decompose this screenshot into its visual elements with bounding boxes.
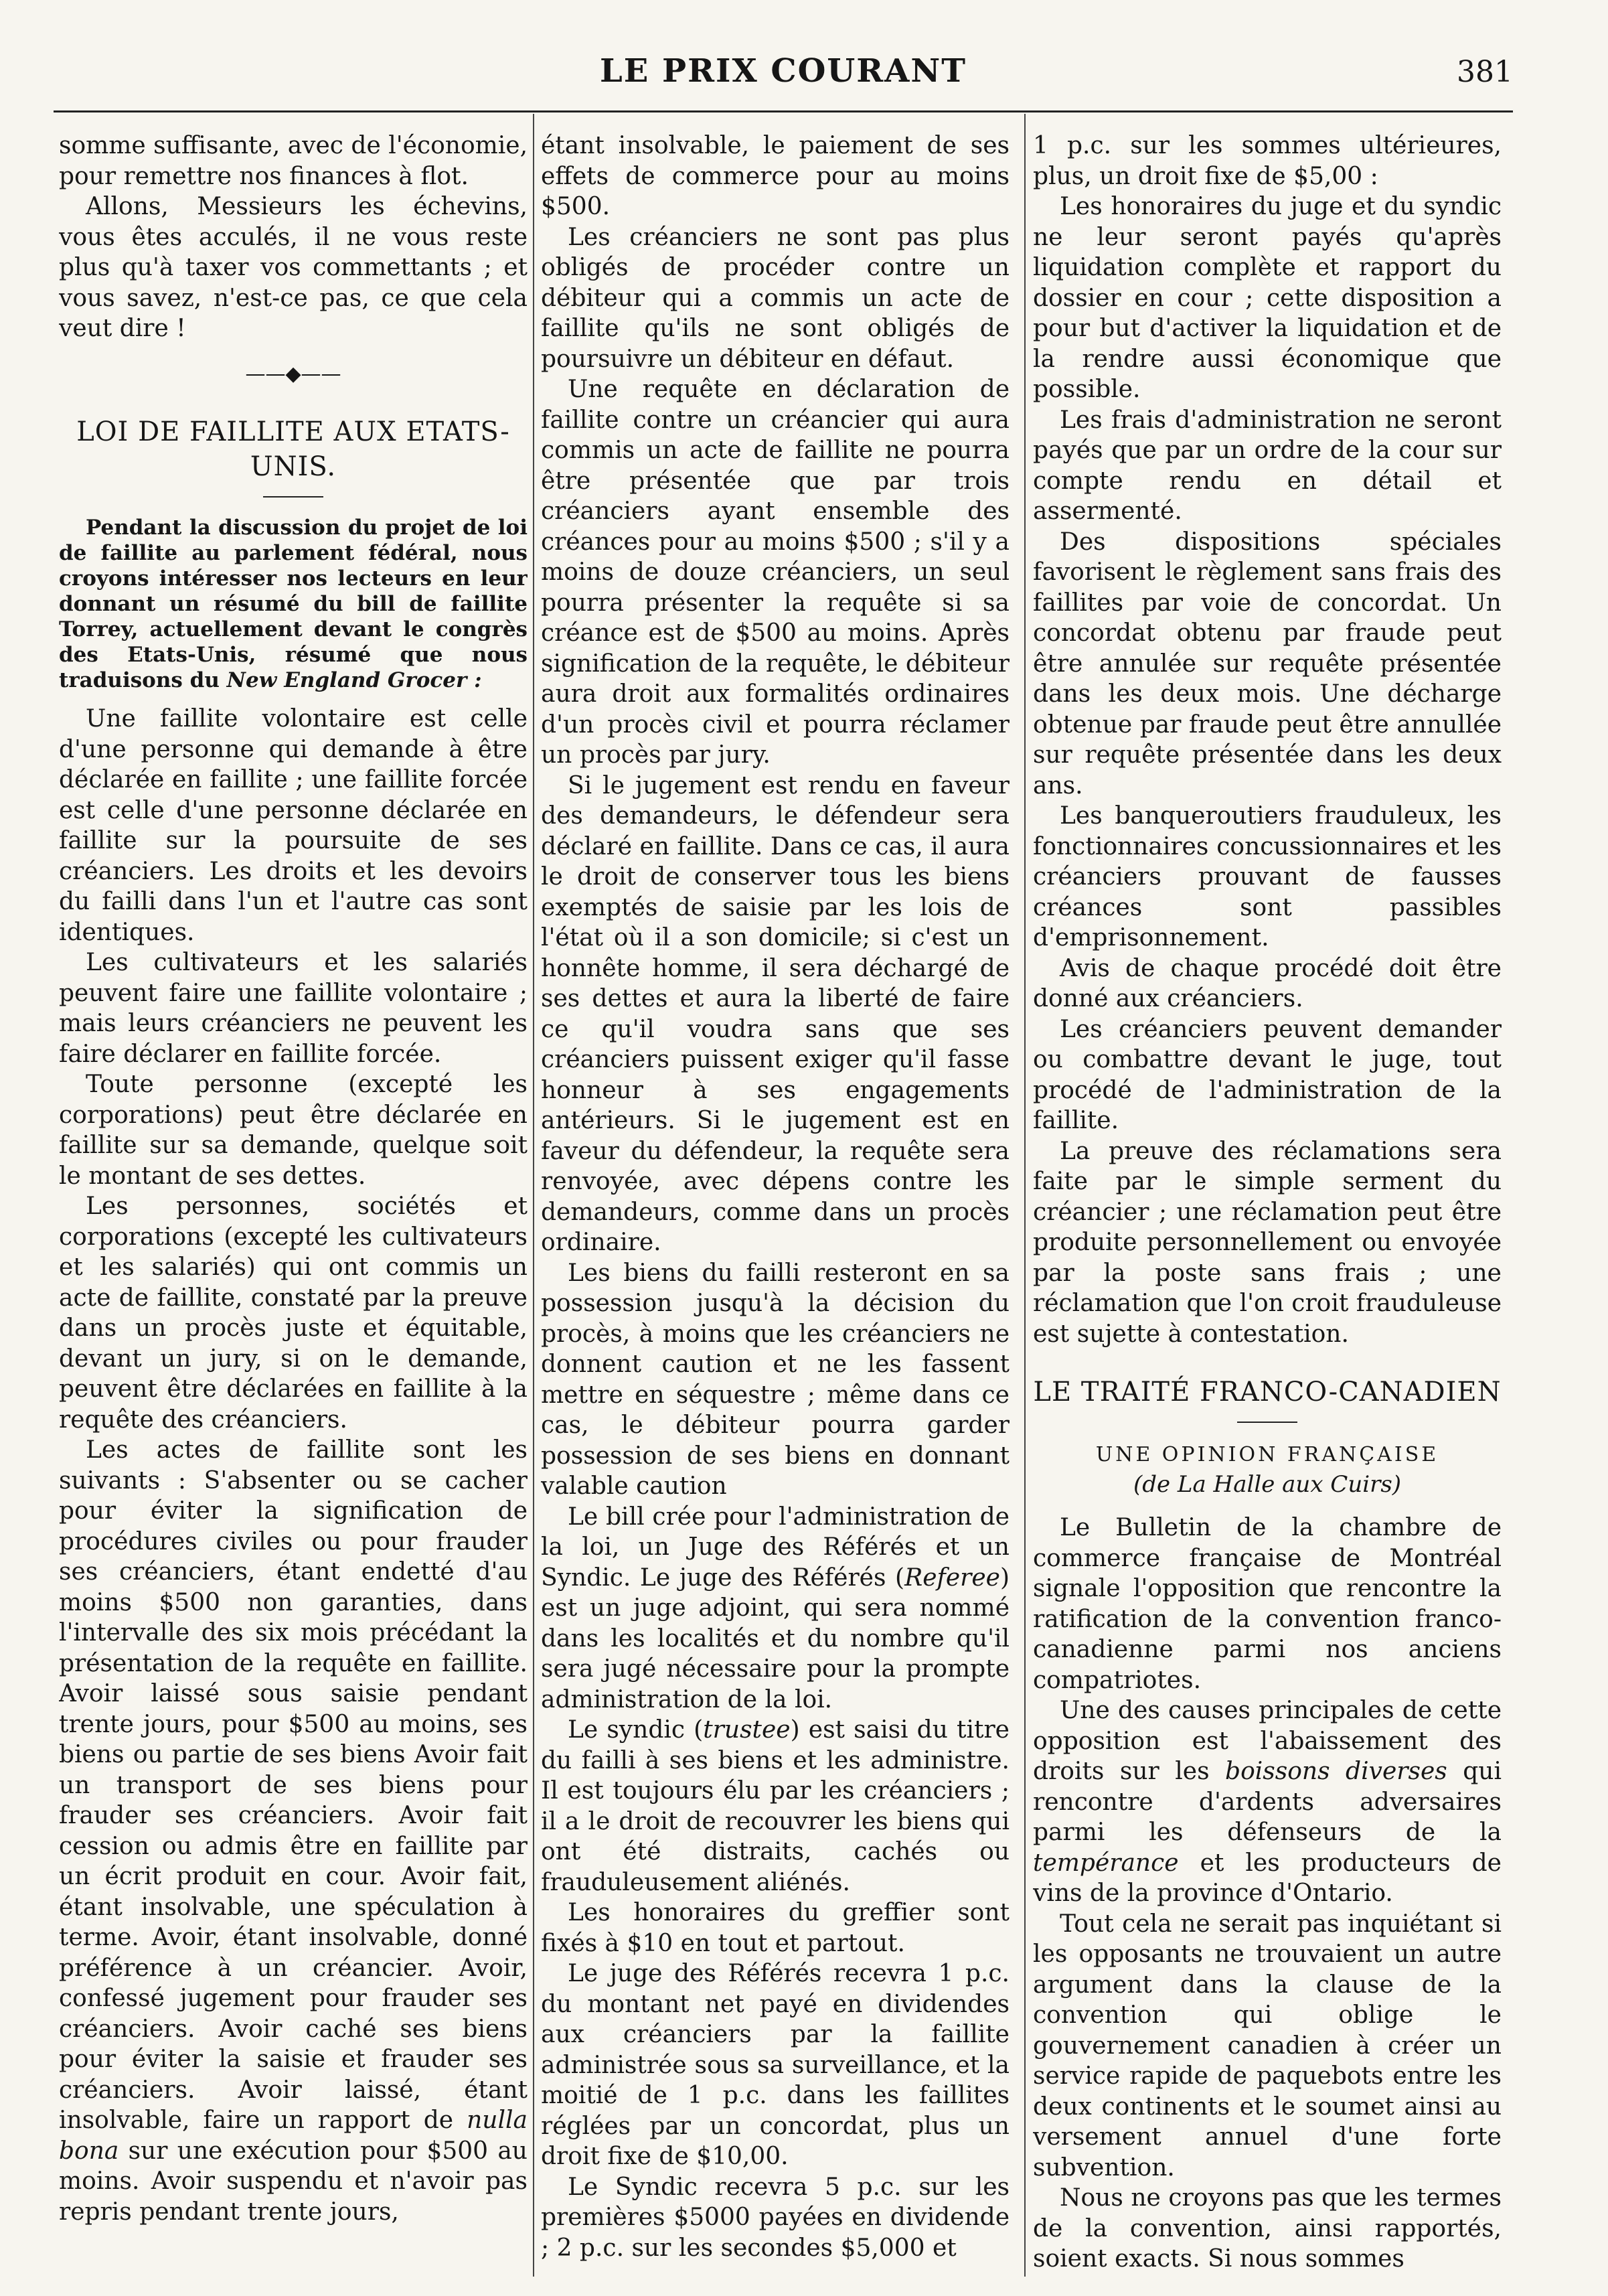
italic-term: tempérance — [1033, 1849, 1179, 1877]
paragraph: Une requête en déclaration de faillite contre un créancier qui aura commis un acte de faillite ne pourra être présentée que par trois créanciers ayant ensemble des créances pour au moins $500 ; s'il y a moins de douze créanciers, un seul pourra présenter la requête si sa créance est de $500 au moins. Après signification de la requête, le débiteur aura droit aux formalités ordinaires d'un procès civil et pourra réclamer un procès par jury. — [541, 376, 1010, 769]
italic-term: boissons diverses — [1225, 1758, 1447, 1785]
header-rule — [54, 110, 1513, 112]
paragraph: Des dispositions spéciales favorisent le règlement sans frais des faillites par voie de concordat. Un concordat obtenu par fraude peut être annulée sur requête présentée dans les deux mois. Une décharge obtenue par fraude peut être annullée sur requête présentée dans les deux ans. — [1033, 528, 1502, 799]
article-intro — [59, 515, 528, 693]
italic-term: trustee — [703, 1716, 791, 1744]
paragraph: Nous ne croyons pas que les termes de la convention, ainsi rapportés, soient exacts. Si nous sommes — [1033, 2184, 1502, 2273]
running-title: LE PRIX COURANT — [599, 52, 967, 90]
paragraph: Les personnes, sociétés et corporations (excepté les cultivateurs et les salariés) qui ont commis un acte de faillite, constaté par la preuve dans un procès juste et équitable, devant un jury, si on le demande, peuvent être déclarées en faillite à la requête des créanciers. — [59, 1193, 528, 1434]
paragraph: Une des causes principales de cette opposition est l'abaissement des droits sur les boissons diverses qui rencontre d'ardents adversaires parmi les défenseurs de la tempérance et les producteurs de vins de la province d'Ontario. — [1033, 1697, 1502, 1907]
paragraph: Le juge des Référés recevra 1 p.c. du montant net payé en dividendes aux créanciers par la faillite administrée sous sa surveillance, et la moitié de 1 p.c. dans les faillites réglées par un concordat, plus un droit fixe de $10,00. — [541, 1960, 1010, 2170]
paragraph: Les frais d'administration ne seront payés que par un ordre de la cour sur compte rendu en détail et assermenté. — [1033, 406, 1502, 525]
page-number: 381 — [1457, 55, 1513, 89]
column-1 — [59, 131, 528, 2273]
paragraph: Avis de chaque procédé doit être donné aux créanciers. — [1033, 954, 1502, 1012]
paragraph: Les honoraires du juge et du syndic ne leur seront payés qu'après liquidation complète et rapport du dossier en cour ; cette disposition a pour but d'activer la liquidation et de la rendre aussi économique que possible. — [1033, 193, 1502, 403]
paragraph: Si le jugement est rendu en faveur des demandeurs, le défendeur sera déclaré en faillite. Dans ce cas, il aura le droit de conserver tous les biens exemptés de saisie par les lois de l'état où il a son domicile; si c'est un honnête homme, il sera déchargé de ses dettes et aura la liberté de faire ce qu'il voudra sans que ses créanciers puissent exiger qu'il fasse honneur à ses engagements antérieurs. Si le jugement est en faveur du défendeur, la requête sera renvoyée, avec dépens contre les demandeurs, comme dans un procès ordinaire. — [541, 771, 1010, 1256]
paragraph: Toute personne (excepté les corporations) peut être déclarée en faillite sur sa demande, quelque soit le montant de ses dettes. — [59, 1071, 528, 1190]
paragraph: La preuve des réclamations sera faite par le simple serment du créancier ; une réclamation peut être produite personnellement ou envoyée par la poste sans frais ; une réclamation que l'on croit frauduleuse est sujette à contestation. — [1033, 1137, 1502, 1348]
page-header — [54, 48, 1513, 108]
article-heading: LOI DE FAILLITE AUX ETATS-UNIS. — [76, 416, 510, 482]
column-3 — [1033, 131, 1502, 2273]
paragraph: Une faillite volontaire est celle d'une personne qui demande à être déclarée en faillite ; une faillite forcée est celle d'une personne déclarée en faillite sur la poursuite de ses créanciers. Les droits et les devoirs du failli dans l'un et l'autre cas sont identiques. — [59, 705, 528, 946]
paragraph: étant insolvable, le paiement de ses effets de commerce pour au moins $500. — [541, 132, 1010, 220]
paragraph: 1 p.c. sur les sommes ultérieures, plus, un droit fixe de $5,00 : — [1033, 132, 1502, 190]
article-source: (de La Halle aux Cuirs) — [1133, 1471, 1402, 1498]
paragraph: Les actes de faillite sont les suivants : S'absenter ou se cacher pour éviter la signification de procédures civiles ou pour frauder ses créanciers, étant endetté d'au moins $500 non garanties, dans l'intervalle des six mois précédant la présentation de la requête en faillite. Avoir laissé sous saisie pendant trente jours, pour $500 au moins, ses biens ou partie de ses biens Avoir fait un transport de ses biens pour frauder ses créanciers. Avoir fait cession ou admis être en faillite par un écrit produit en cour. Avoir fait, étant insolvable, une spéculation à terme. Avoir, étant insolvable, donné préférence à un créancier. Avoir, confessé jugement pour frauder ses créanciers. Avoir caché ses biens pour éviter la saisie et frauder ses créanciers. Avoir laissé, étant insolvable, faire un rapport de nulla bona sur une exécution pour $500 au moins. Avoir suspendu et n'avoir pas repris pendant trente jours, — [59, 1436, 528, 2226]
paragraph: Les banqueroutiers frauduleux, les fonctionnaires concussionnaires et les créanciers prouvant de fausses créances sont passibles d'emprisonnement. — [1033, 802, 1502, 951]
paragraph: Le syndic (trustee) est saisi du titre du failli à ses biens et les administre. Il est toujours élu par les créanciers ; il a le droit de recouvrer les biens qui ont été distraits, cachés ou frauduleusement aliénés. — [541, 1716, 1010, 1896]
paragraph: Les cultivateurs et les salariés peuvent faire une faillite volontaire ; mais leurs créanciers ne peuvent les faire déclarer en faillite forcée. — [59, 949, 528, 1068]
paragraph: Les honoraires du greffier sont fixés à $10 en tout et partout. — [541, 1899, 1010, 1957]
column-divider — [1024, 114, 1026, 2277]
italic-term: Referee — [904, 1563, 1000, 1592]
paragraph: Les créanciers peuvent demander ou combattre devant le juge, tout procédé de l'administration de la faillite. — [1033, 1015, 1502, 1134]
paragraph: Le Syndic recevra 5 p.c. sur les premières $5000 payées en dividende ; 2 p.c. sur les secondes $5,000 et — [541, 2173, 1010, 2262]
heading-rule — [263, 496, 323, 498]
italic-term: nulla bona — [59, 2107, 528, 2165]
paragraph: Le Bulletin de la chambre de commerce française de Montréal signale l'opposition que rencontre la ratification de la convention franco-canadienne parmi nos anciens compatriotes. — [1033, 1514, 1502, 1694]
intro-source: New England Grocer : — [226, 668, 482, 692]
paragraph: Tout cela ne serait pas inquiétant si les opposants ne trouvaient un autre argument dans la clause de la convention qui oblige le gouvernement canadien à créer un service rapide de paquebots entre les deux continents et le soumet ainsi au versement annuel d'une forte subvention. — [1033, 1910, 1502, 2182]
paragraph: somme suffisante, avec de l'économie, pour remettre nos finances à flot. — [59, 132, 528, 190]
intro-text: Pendant la discussion du projet de loi de faillite au parlement fédéral, nous croyons intéresser nos lecteurs en leur donnant un résumé du bill de faillite Torrey, actuellement devant le congrès des Etats-Unis, résumé que nous traduisons du — [59, 516, 528, 692]
paragraph: Les créanciers ne sont pas plus obligés de procéder contre un débiteur qui a commis un acte de faillite qu'ils ne sont obligés de poursuivre un débiteur en défaut. — [541, 223, 1010, 373]
paragraph: Allons, Messieurs les échevins, vous êtes acculés, il ne vous reste plus qu'à taxer vos commettants ; et vous savez, n'est-ce pas, ce que cela veut dire ! — [59, 193, 528, 342]
column-2 — [541, 131, 1010, 2273]
heading-rule — [1237, 1422, 1297, 1423]
paragraph: Le bill crée pour l'administration de la loi, un Juge des Référés et un Syndic. Le juge des Référés (Referee) est un juge adjoint, qui sera nommé dans les localités et du nombre qu'il sera jugé nécessaire pour la prompte administration de la loi. — [541, 1503, 1010, 1713]
column-divider — [533, 114, 534, 2277]
section-ornament: ——◆—— — [245, 362, 341, 386]
paragraph: Les biens du failli resteront en sa possession jusqu'à la décision du procès, à moins que les créanciers ne donnent caution et ne les fassent mettre en séquestre ; même dans ce cas, le débiteur pourra garder possession de ses biens en donnant valable caution — [541, 1259, 1010, 1500]
article-heading: LE TRAITÉ FRANCO-CANADIEN — [1033, 1377, 1502, 1407]
article-subheading: UNE OPINION FRANÇAISE — [1095, 1443, 1439, 1466]
